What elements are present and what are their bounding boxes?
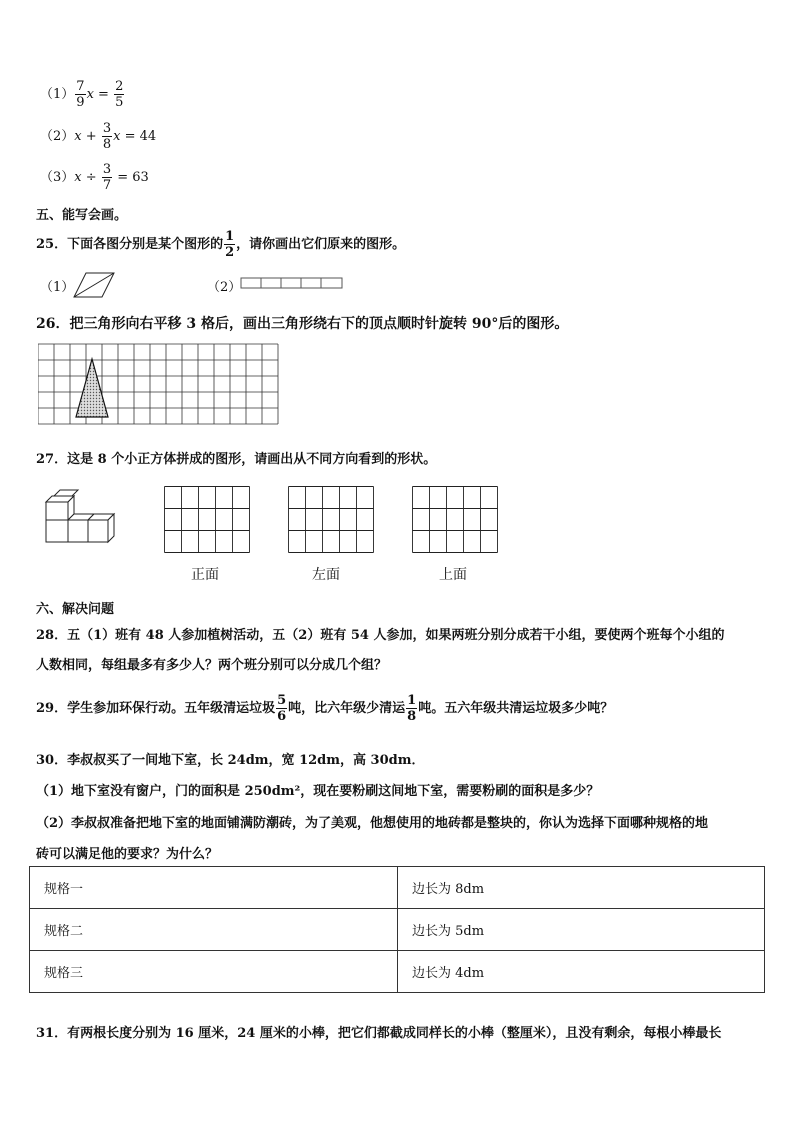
question-30-sub2-line1: （2）李叔叔准备把地下室的地面铺满防潮砖，为了美观，他想使用的地砖都是整块的，你认为选择下面哪种规格的地 bbox=[36, 816, 709, 831]
denominator: 2 bbox=[225, 245, 235, 260]
spec-cell: 规格三 bbox=[30, 951, 398, 993]
equation-1 bbox=[40, 80, 125, 109]
cube-stack-figure bbox=[42, 488, 126, 550]
q25-text: 25．下面各图分别是某个图形的 bbox=[36, 237, 224, 252]
view-grid-left bbox=[288, 486, 374, 554]
triangle-grid bbox=[38, 343, 280, 425]
divide-sign: ÷ bbox=[85, 170, 97, 185]
eq-label: （3） bbox=[40, 170, 75, 185]
equals-rhs: = 63 bbox=[117, 170, 149, 185]
question-26: 26．把三角形向右平移 3 格后，画出三角形绕右下的顶点顺时针旋转 90°后的图形。 bbox=[36, 316, 569, 332]
fraction bbox=[276, 694, 287, 723]
eq-label: （2） bbox=[40, 129, 75, 144]
question-25 bbox=[36, 230, 405, 259]
table-row bbox=[30, 867, 765, 909]
view-grid-front bbox=[164, 486, 250, 554]
q29-text: 吨，比六年级少清运 bbox=[288, 701, 406, 716]
numerator: 7 bbox=[76, 79, 85, 94]
fraction bbox=[102, 163, 112, 192]
numerator: 1 bbox=[225, 229, 235, 244]
view-label-top: 上面 bbox=[439, 567, 467, 583]
shaded-triangle bbox=[76, 359, 108, 417]
equation-3 bbox=[40, 163, 149, 192]
equals-rhs: = 44 bbox=[124, 129, 157, 144]
variable: x bbox=[113, 129, 121, 144]
equation-2 bbox=[40, 122, 156, 151]
question-28-line1: 28．五（1）班有 48 人参加植树活动，五（2）班有 54 人参加，如果两班分别分成若干小组，要使两个班每个小组的 bbox=[36, 628, 725, 643]
fraction bbox=[75, 80, 85, 109]
fraction bbox=[102, 122, 112, 151]
numerator: 3 bbox=[102, 121, 112, 136]
q25-label-1: （1） bbox=[40, 280, 75, 295]
view-label-left: 左面 bbox=[312, 567, 340, 583]
q29-text: 29．学生参加环保行动。五年级清运垃圾 bbox=[36, 701, 276, 716]
denominator: 8 bbox=[102, 137, 112, 152]
denominator: 6 bbox=[277, 709, 287, 724]
view-label-front: 正面 bbox=[191, 567, 219, 583]
parallelogram-figure bbox=[72, 271, 116, 299]
section-5-title: 五、能写会画。 bbox=[36, 208, 128, 223]
variable: x bbox=[74, 170, 82, 185]
q25-text: ，请你画出它们原来的图形。 bbox=[236, 237, 406, 252]
plus-sign: + bbox=[85, 129, 97, 144]
spec-cell: 规格二 bbox=[30, 909, 398, 951]
side-cell: 边长为 5dm bbox=[398, 909, 765, 951]
denominator: 5 bbox=[115, 95, 124, 110]
rectangle-strip-figure bbox=[240, 277, 344, 290]
eq-label: （1） bbox=[40, 87, 75, 102]
denominator: 8 bbox=[407, 709, 417, 724]
denominator: 7 bbox=[102, 178, 112, 193]
equals: = bbox=[98, 87, 109, 102]
numerator: 5 bbox=[277, 693, 287, 708]
variable: x bbox=[86, 87, 94, 102]
question-29 bbox=[36, 694, 613, 723]
table-row bbox=[30, 909, 765, 951]
question-27: 27．这是 8 个小正方体拼成的图形，请画出从不同方向看到的形状。 bbox=[36, 452, 437, 467]
numerator: 1 bbox=[407, 693, 417, 708]
section-6-title: 六、解决问题 bbox=[36, 602, 115, 617]
side-cell: 边长为 4dm bbox=[398, 951, 765, 993]
numerator: 2 bbox=[115, 79, 124, 94]
numerator: 3 bbox=[102, 162, 112, 177]
side-cell: 边长为 8dm bbox=[398, 867, 765, 909]
view-grid-top bbox=[412, 486, 498, 554]
question-30-sub1: （1）地下室没有窗户，门的面积是 250dm²，现在要粉刷这间地下室，需要粉刷的面积是多少？ bbox=[36, 784, 600, 799]
fraction bbox=[224, 230, 235, 259]
q29-text: 吨。五六年级共清运垃圾多少吨？ bbox=[418, 701, 614, 716]
q25-label-2: （2） bbox=[207, 280, 242, 295]
spec-cell: 规格一 bbox=[30, 867, 398, 909]
denominator: 9 bbox=[76, 95, 85, 110]
fraction bbox=[114, 80, 124, 109]
variable: x bbox=[74, 129, 82, 144]
question-30-intro: 30．李叔叔买了一间地下室，长 24dm，宽 12dm，高 30dm． bbox=[36, 753, 425, 768]
table-row bbox=[30, 951, 765, 993]
fraction bbox=[406, 694, 417, 723]
question-30-sub2-line2: 砖可以满足他的要求？为什么？ bbox=[36, 847, 219, 862]
question-31: 31．有两根长度分别为 16 厘米，24 厘米的小棒，把它们都截成同样长的小棒（整厘米），且没有剩余，每根小棒最长 bbox=[36, 1026, 722, 1041]
tile-spec-table bbox=[29, 866, 765, 993]
question-28-line2: 人数相同，每组最多有多少人？两个班分别可以分成几个组？ bbox=[36, 658, 388, 673]
